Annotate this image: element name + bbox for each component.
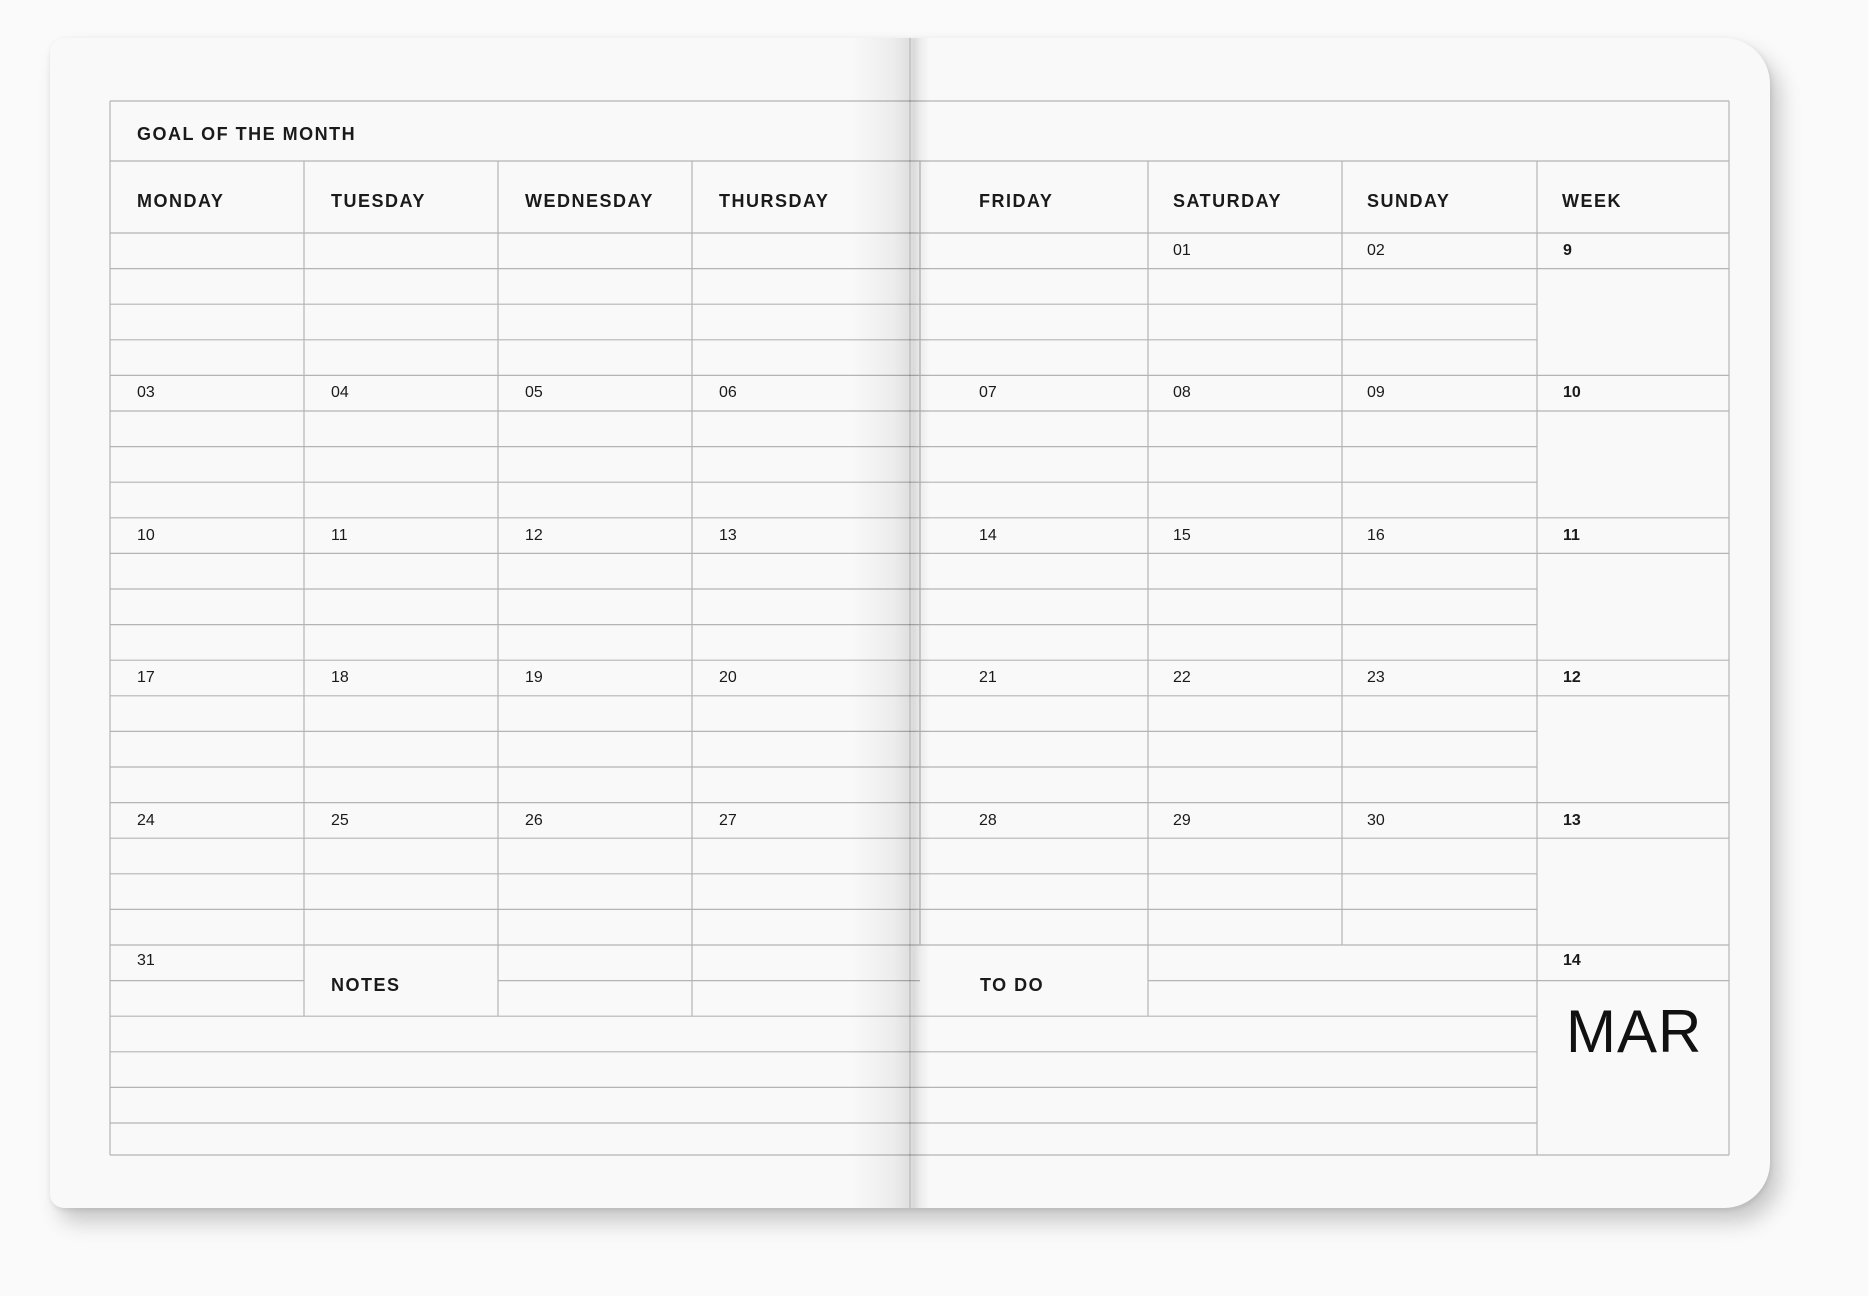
day-number-08: 08 (1173, 384, 1191, 402)
day-number-11: 11 (331, 526, 348, 544)
day-number-04: 04 (331, 384, 349, 402)
day-number-24: 24 (137, 811, 155, 829)
weekday-header-wednesday: WEDNESDAY (525, 191, 654, 211)
week-number-11: 11 (1563, 526, 1580, 544)
day-number-20: 20 (719, 669, 737, 687)
day-number-30: 30 (1367, 811, 1385, 829)
day-number-13: 13 (719, 526, 737, 544)
day-number-17: 17 (137, 669, 155, 687)
day-number-29: 29 (1173, 811, 1191, 829)
week-number-14: 14 (1563, 952, 1581, 969)
day-number-23: 23 (1367, 669, 1385, 687)
weekday-header-saturday: SATURDAY (1173, 191, 1283, 211)
day-number-26: 26 (525, 811, 543, 829)
day-number-25: 25 (331, 811, 349, 829)
day-number-10: 10 (137, 526, 155, 544)
week-number-12: 12 (1563, 669, 1581, 687)
weekday-header-monday: MONDAY (137, 191, 225, 211)
weekday-header-tuesday: TUESDAY (331, 191, 426, 211)
day-number-21: 21 (979, 669, 997, 687)
day-number-09: 09 (1367, 384, 1385, 402)
day-number-22: 22 (1173, 669, 1191, 687)
day-number-28: 28 (979, 811, 997, 829)
weekday-header-friday: FRIDAY (979, 191, 1054, 211)
day-number-12: 12 (525, 526, 543, 544)
week-number-10: 10 (1563, 384, 1581, 402)
week-header: WEEK (1562, 191, 1622, 211)
weekday-header-thursday: THURSDAY (719, 191, 830, 211)
day-number-27: 27 (719, 811, 737, 829)
day-number-19: 19 (525, 669, 543, 687)
day-number-18: 18 (331, 669, 349, 687)
day-number-01: 01 (1173, 242, 1191, 259)
day-number-14: 14 (979, 526, 997, 544)
day-number-06: 06 (719, 384, 737, 402)
month-name: MAR (1566, 998, 1703, 1065)
day-number-03: 03 (137, 384, 155, 402)
day-number-15: 15 (1173, 526, 1191, 544)
day-number-31: 31 (137, 952, 155, 969)
day-number-05: 05 (525, 384, 543, 402)
goal-of-month-label: GOAL OF THE MONTH (137, 124, 357, 144)
week-number-13: 13 (1563, 811, 1581, 829)
day-number-02: 02 (1367, 242, 1385, 259)
notes-label: NOTES (331, 975, 401, 995)
todo-label: TO DO (980, 975, 1045, 995)
weekday-header-sunday: SUNDAY (1367, 191, 1451, 211)
week-number-9: 9 (1563, 242, 1572, 259)
day-number-07: 07 (979, 384, 997, 402)
day-number-16: 16 (1367, 526, 1385, 544)
